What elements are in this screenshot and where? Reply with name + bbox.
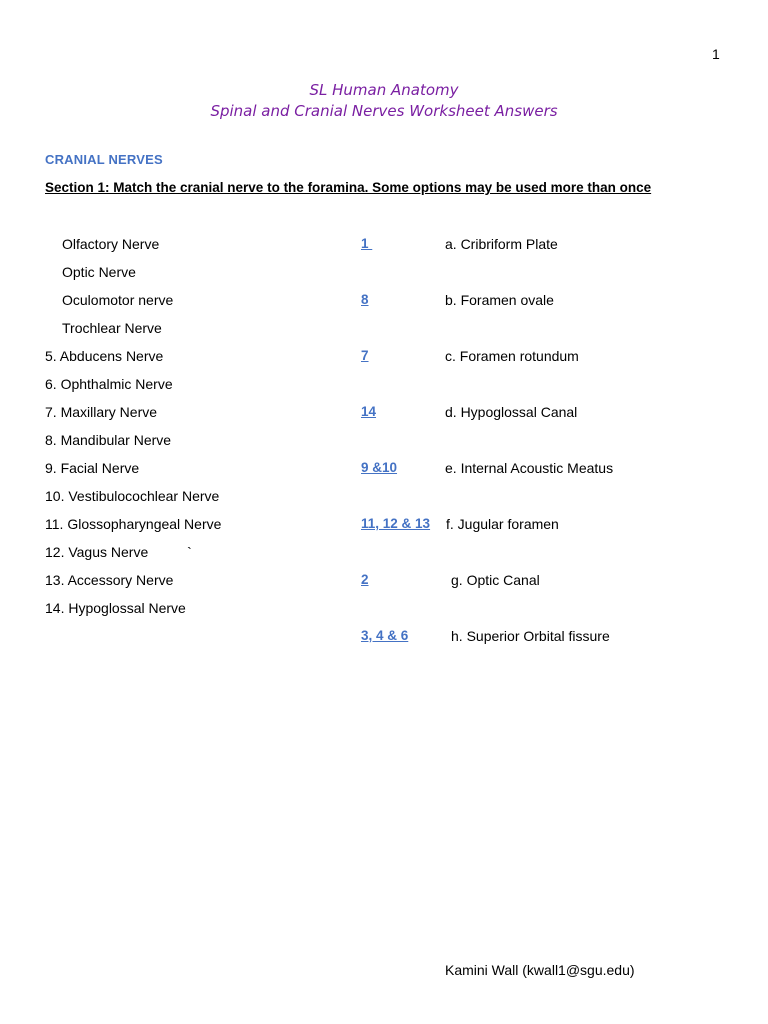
- nerve-name: Oculomotor nerve: [62, 292, 174, 308]
- nerve-name: 8. Mandibular Nerve: [45, 432, 172, 448]
- section-heading: CRANIAL NERVES: [45, 152, 163, 167]
- answer-link[interactable]: 11, 12 & 13: [361, 516, 431, 531]
- nerve-name: 5. Abducens Nerve: [45, 348, 164, 364]
- section-instruction: Section 1: Match the cranial nerve to the foramina. Some options may be used more than once: [45, 180, 652, 195]
- answer-link[interactable]: 9 &10: [361, 460, 398, 475]
- document-header: [0, 80, 768, 122]
- foramen-option: f. Jugular foramen: [446, 516, 559, 532]
- match-row: [0, 460, 768, 480]
- nerve-name: Trochlear Nerve: [62, 320, 162, 336]
- foramen-option: d. Hypoglossal Canal: [445, 404, 578, 420]
- nerve-name: 12. Vagus Nerve `: [45, 544, 192, 560]
- nerve-name: Optic Nerve: [62, 264, 136, 280]
- match-row: [0, 348, 768, 368]
- nerve-name: 14. Hypoglossal Nerve: [45, 600, 186, 616]
- nerve-name: 6. Ophthalmic Nerve: [45, 376, 173, 392]
- answer-link[interactable]: 3, 4 & 6: [361, 628, 409, 643]
- document-subtitle: Spinal and Cranial Nerves Worksheet Answers: [210, 102, 558, 120]
- match-row: [0, 376, 768, 396]
- nerve-name: 10. Vestibulocochlear Nerve: [45, 488, 220, 504]
- match-row: [0, 264, 768, 284]
- author-footer: Kamini Wall (kwall1@sgu.edu): [445, 962, 635, 978]
- match-row: [0, 320, 768, 340]
- answer-link[interactable]: 1: [361, 236, 373, 251]
- match-row: [0, 544, 768, 564]
- match-row: [0, 488, 768, 508]
- match-row: [0, 292, 768, 312]
- nerve-name: 7. Maxillary Nerve: [45, 404, 158, 420]
- foramen-option: e. Internal Acoustic Meatus: [445, 460, 614, 476]
- page-number: 1: [712, 46, 720, 62]
- foramen-option: h. Superior Orbital fissure: [451, 628, 610, 644]
- match-row: [0, 404, 768, 424]
- nerve-name: 9. Facial Nerve: [45, 460, 140, 476]
- foramen-option: c. Foramen rotundum: [445, 348, 579, 364]
- answer-link[interactable]: 7: [361, 348, 369, 363]
- nerve-name: Olfactory Nerve: [62, 236, 160, 252]
- answer-link[interactable]: 14: [361, 404, 377, 419]
- match-row: [0, 628, 768, 648]
- foramen-option: g. Optic Canal: [451, 572, 540, 588]
- answer-link[interactable]: 8: [361, 292, 369, 307]
- match-row: [0, 516, 768, 536]
- match-row: [0, 572, 768, 592]
- match-row: [0, 236, 768, 256]
- match-row: [0, 600, 768, 620]
- foramen-option: a. Cribriform Plate: [445, 236, 558, 252]
- nerve-name: 13. Accessory Nerve: [45, 572, 174, 588]
- match-row: [0, 432, 768, 452]
- answer-link[interactable]: 2: [361, 572, 369, 587]
- document-title: SL Human Anatomy: [309, 81, 459, 99]
- foramen-option: b. Foramen ovale: [445, 292, 554, 308]
- nerve-name: 11. Glossopharyngeal Nerve: [45, 516, 222, 532]
